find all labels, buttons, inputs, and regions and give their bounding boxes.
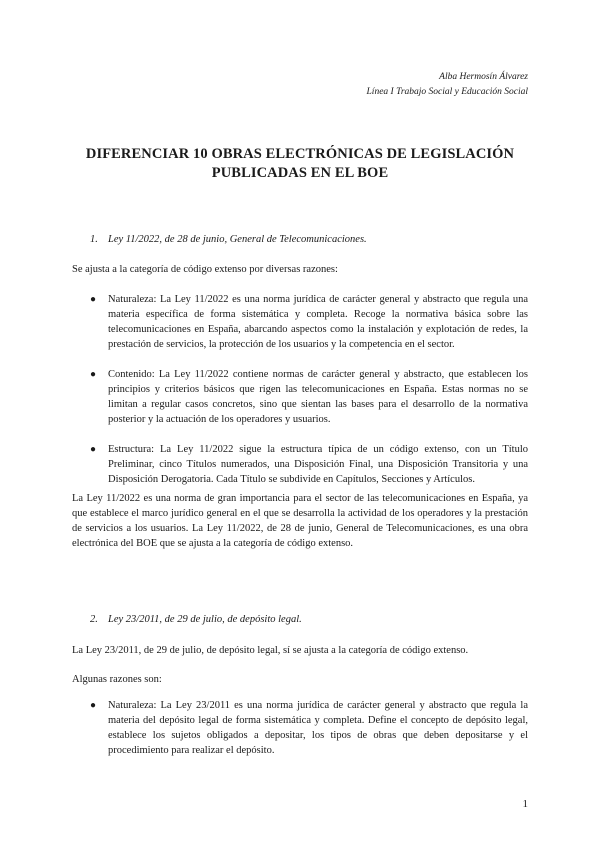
section-2-title: Ley 23/2011, de 29 de julio, de depósito legal. bbox=[108, 614, 302, 625]
section-2-intro: La Ley 23/2011, de 29 de julio, de depósito legal, sí se ajusta a la categoría de código extenso. bbox=[72, 645, 469, 656]
section-2-number: 2. bbox=[90, 614, 98, 625]
title-line-2: PUBLICADAS EN EL BOE bbox=[211, 165, 389, 181]
list-item bbox=[90, 367, 528, 427]
bullet-icon: ● bbox=[90, 294, 97, 305]
section-2-heading bbox=[90, 614, 302, 625]
program-name: Línea I Trabajo Social y Educación Social bbox=[366, 87, 528, 97]
section-1-number: 1. bbox=[90, 234, 98, 245]
page-number: 1 bbox=[522, 798, 528, 810]
section-1-bullet-list bbox=[90, 292, 528, 487]
section-1-intro: Se ajusta a la categoría de código extenso por diversas razones: bbox=[72, 264, 338, 275]
bullet-icon: ● bbox=[90, 444, 97, 455]
document-title bbox=[72, 145, 528, 183]
page-header bbox=[367, 70, 528, 100]
section-1-heading bbox=[90, 234, 367, 245]
section-2-bullet-list bbox=[90, 698, 528, 758]
list-item bbox=[90, 698, 528, 758]
section-1-conclusion: La Ley 11/2022 es una norma de gran importancia para el sector de las telecomunicaciones en España, ya que establece el marco jurídico general en el que se desarrolla la actividad de los operadores y la prestación de servicios a los usuarios. La Ley 11/2022, de 28 de junio, General de Telecomunicaciones, es una obra electrónica del BOE que se ajusta a la categoría de código extenso. bbox=[72, 493, 528, 549]
bullet-text: Naturaleza: La Ley 23/2011 es una norma jurídica de carácter general y abstracto que regula la materia del depósito legal de forma sistemática y completa. Define el concepto de depósito legal, establece los sujetos obligados a depositar, los tipos de obras que deben depositarse y el procedimiento para realizar el depósito. bbox=[108, 700, 528, 756]
section-2-reasons-label: Algunas razones son: bbox=[72, 674, 162, 685]
author-name: Alba Hermosín Álvarez bbox=[439, 72, 528, 82]
bullet-icon: ● bbox=[90, 700, 97, 711]
bullet-icon: ● bbox=[90, 369, 97, 380]
list-item bbox=[90, 292, 528, 352]
bullet-text: Contenido: La Ley 11/2022 contiene normas de carácter general y abstracto, que establecen los principios y criterios básicos que rigen las telecomunicaciones en España. Estas normas no se limitan a regular casos concretos, sino que sientan las bases para el desarrollo de la normativa posterior y la actuación de los operadores y usuarios. bbox=[108, 369, 528, 425]
title-line-1: DIFERENCIAR 10 OBRAS ELECTRÓNICAS DE LEGISLACIÓN bbox=[85, 146, 515, 162]
list-item bbox=[90, 442, 528, 487]
bullet-text: Estructura: La Ley 11/2022 sigue la estructura típica de un código extenso, con un Título Preliminar, cinco Títulos numerados, una Disposición Final, una Disposición Transitoria y una Disposición Derogatoria. Cada Título se subdivide en Capítulos, Secciones y Artículos. bbox=[108, 444, 528, 485]
bullet-text: Naturaleza: La Ley 11/2022 es una norma jurídica de carácter general y abstracto que regula una materia específica de forma sistemática y completa. Recoge la normativa básica sobre las telecomunicaciones en España, abarcando aspectos como la instalación y explotación de redes, la prestación de servicios, la protección de los usuarios y la competencia en el sector. bbox=[108, 294, 528, 350]
section-1-title: Ley 11/2022, de 28 de junio, General de Telecomunicaciones. bbox=[108, 234, 367, 245]
